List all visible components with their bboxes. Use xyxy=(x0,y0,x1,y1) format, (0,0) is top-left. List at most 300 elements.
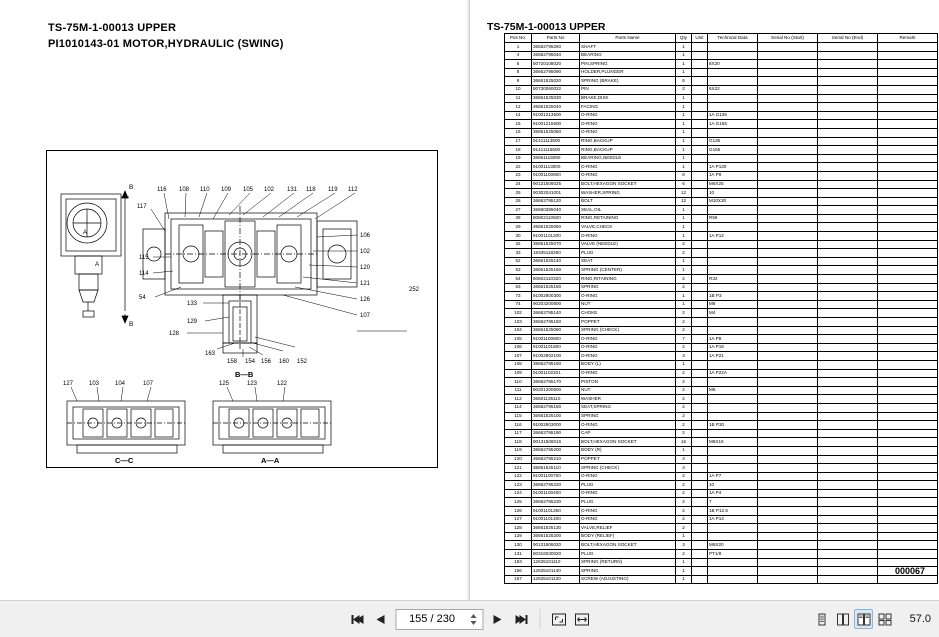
cell-unit xyxy=(692,343,708,352)
cell-technical-data xyxy=(708,532,758,541)
cell-remark xyxy=(878,128,938,137)
cell-unit xyxy=(692,128,708,137)
cell-qty: 2 xyxy=(676,489,692,498)
table-row xyxy=(505,558,938,567)
table-row xyxy=(505,232,938,241)
cell-pos-no: 114 xyxy=(505,403,532,412)
cell-serial-end xyxy=(818,369,878,378)
table-row xyxy=(505,326,938,335)
cell-remark xyxy=(878,464,938,473)
cell-qty: 2 xyxy=(676,412,692,421)
cell-technical-data: M6X25 xyxy=(708,180,758,189)
cell-serial-start xyxy=(758,481,818,490)
cell-parts-no: 80730060022 xyxy=(532,85,580,94)
cell-serial-end xyxy=(818,197,878,206)
cell-parts-name: RING,RETAINING xyxy=(580,214,676,223)
cell-serial-start xyxy=(758,541,818,550)
cell-serial-start xyxy=(758,51,818,60)
table-row xyxy=(505,360,938,369)
cell-parts-name: O-RING xyxy=(580,120,676,129)
cell-serial-start xyxy=(758,240,818,249)
table-row xyxy=(505,214,938,223)
cell-parts-name: NUT xyxy=(580,300,676,309)
stepper-down-icon[interactable] xyxy=(470,621,476,625)
table-row xyxy=(505,103,938,112)
cell-technical-data: R32 xyxy=(708,275,758,284)
cell-technical-data xyxy=(708,378,758,387)
table-row xyxy=(505,94,938,103)
cell-technical-data: 1A P21 xyxy=(708,352,758,361)
svg-text:54: 54 xyxy=(139,295,146,301)
cell-parts-no: 36661525150 xyxy=(532,266,580,275)
cell-unit xyxy=(692,171,708,180)
cell-pos-no: 16 xyxy=(505,128,532,137)
table-row xyxy=(505,446,938,455)
cell-pos-no: 4 xyxy=(505,51,532,60)
svg-text:107: 107 xyxy=(143,381,154,387)
svg-text:127: 127 xyxy=(63,381,74,387)
thumbnail-view-button[interactable] xyxy=(875,609,894,629)
svg-text:103: 103 xyxy=(89,381,100,387)
cell-serial-end xyxy=(818,550,878,559)
cell-technical-data: 1A P14 xyxy=(708,515,758,524)
cell-qty: 6 xyxy=(676,77,692,86)
cell-remark xyxy=(878,318,938,327)
cell-serial-end xyxy=(818,360,878,369)
cell-qty: 1 xyxy=(676,128,692,137)
cell-serial-end xyxy=(818,395,878,404)
first-page-button[interactable] xyxy=(349,610,366,629)
svg-text:115: 115 xyxy=(139,255,149,261)
cell-serial-end xyxy=(818,77,878,86)
stepper-up-icon[interactable] xyxy=(470,614,476,618)
cell-technical-data xyxy=(708,464,758,473)
cell-technical-data: 8X20 xyxy=(708,60,758,69)
cell-pos-no: 12 xyxy=(505,103,532,112)
cell-pos-no: 33 xyxy=(505,249,532,258)
table-row xyxy=(505,154,938,163)
table-row xyxy=(505,292,938,301)
cell-parts-no: 91001213500 xyxy=(532,111,580,120)
cell-pos-no: 128 xyxy=(505,524,532,533)
zoom-level-value: 57.0 xyxy=(909,613,931,625)
cell-parts-no: 90203200800 xyxy=(532,300,580,309)
cell-serial-end xyxy=(818,292,878,301)
cell-parts-no: 36661115090 xyxy=(532,154,580,163)
cell-technical-data: G155 xyxy=(708,146,758,155)
svg-text:125: 125 xyxy=(219,381,230,387)
cell-qty: 1 xyxy=(676,532,692,541)
cell-technical-data xyxy=(708,446,758,455)
cell-serial-start xyxy=(758,352,818,361)
cell-parts-name: PLUG xyxy=(580,481,676,490)
cell-remark xyxy=(878,292,938,301)
cell-technical-data: G135 xyxy=(708,137,758,146)
svg-text:119: 119 xyxy=(328,187,338,193)
cell-pos-no: 105 xyxy=(505,335,532,344)
cell-parts-name: O-RING xyxy=(580,335,676,344)
cell-parts-name: O-RING xyxy=(580,421,676,430)
cell-technical-data xyxy=(708,558,758,567)
cell-qty: 1 xyxy=(676,137,692,146)
table-row xyxy=(505,85,938,94)
facing-page-view-button[interactable] xyxy=(833,609,852,629)
table-row xyxy=(505,550,938,559)
cell-parts-name: SPRING (BRAKE) xyxy=(580,77,676,86)
table-row xyxy=(505,532,938,541)
cell-unit xyxy=(692,403,708,412)
cell-parts-no: 91411113500 xyxy=(532,137,580,146)
cell-parts-no: 80602110500 xyxy=(532,214,580,223)
svg-text:129: 129 xyxy=(187,319,198,325)
cell-qty: 2 xyxy=(676,395,692,404)
cell-remark xyxy=(878,68,938,77)
cell-remark xyxy=(878,51,938,60)
table-row xyxy=(505,352,938,361)
cell-serial-end xyxy=(818,300,878,309)
cell-remark xyxy=(878,378,938,387)
cell-unit xyxy=(692,206,708,215)
col-remark: Remark xyxy=(878,34,938,43)
cell-technical-data xyxy=(708,223,758,232)
cell-unit xyxy=(692,283,708,292)
cell-technical-data: M8 xyxy=(708,300,758,309)
cell-remark xyxy=(878,85,938,94)
cell-serial-end xyxy=(818,472,878,481)
cell-technical-data xyxy=(708,43,758,52)
cell-parts-no: 36601135110 xyxy=(532,395,580,404)
cell-serial-start xyxy=(758,335,818,344)
cell-pos-no: 26 xyxy=(505,197,532,206)
cell-pos-no: 19 xyxy=(505,154,532,163)
cell-parts-name: RING,BACKUP xyxy=(580,146,676,155)
cell-serial-end xyxy=(818,326,878,335)
cell-serial-start xyxy=(758,532,818,541)
cell-qty: 2 xyxy=(676,283,692,292)
cell-remark xyxy=(878,343,938,352)
cell-parts-no: 90201200600 xyxy=(532,386,580,395)
cell-parts-name: CAP xyxy=(580,429,676,438)
cell-remark xyxy=(878,103,938,112)
cell-serial-end xyxy=(818,446,878,455)
cell-pos-no: 54 xyxy=(505,275,532,284)
cell-serial-start xyxy=(758,446,818,455)
cell-parts-name: O-RING xyxy=(580,111,676,120)
cell-technical-data: 1A P7 xyxy=(708,472,758,481)
cell-technical-data: 1A P18 xyxy=(708,343,758,352)
last-page-button[interactable] xyxy=(512,610,529,629)
svg-text:107: 107 xyxy=(360,313,371,319)
cell-serial-end xyxy=(818,223,878,232)
cell-serial-start xyxy=(758,111,818,120)
cell-serial-end xyxy=(818,343,878,352)
book-view-button[interactable] xyxy=(854,609,873,629)
cell-technical-data: PT1/8 xyxy=(708,550,758,559)
cell-parts-name: PIN,SPRING xyxy=(580,60,676,69)
cell-technical-data xyxy=(708,77,758,86)
cell-unit xyxy=(692,455,708,464)
cell-pos-no: 27 xyxy=(505,206,532,215)
cell-unit xyxy=(692,51,708,60)
cell-qty: 2 xyxy=(676,472,692,481)
cell-serial-end xyxy=(818,266,878,275)
cell-serial-start xyxy=(758,507,818,516)
cell-technical-data xyxy=(708,240,758,249)
cell-serial-end xyxy=(818,489,878,498)
cell-unit xyxy=(692,154,708,163)
cell-remark xyxy=(878,326,938,335)
cell-unit xyxy=(692,498,708,507)
table-row xyxy=(505,223,938,232)
cell-serial-end xyxy=(818,532,878,541)
cell-remark xyxy=(878,429,938,438)
fit-width-icon[interactable] xyxy=(573,610,590,629)
cell-parts-no: 80720108020 xyxy=(532,60,580,69)
cell-technical-data: M10X30 xyxy=(708,197,758,206)
svg-text:121: 121 xyxy=(360,281,371,287)
table-row xyxy=(505,403,938,412)
cell-remark xyxy=(878,532,938,541)
cell-qty: 2 xyxy=(676,240,692,249)
cell-technical-data: 1B P30 xyxy=(708,421,758,430)
cell-remark xyxy=(878,446,938,455)
cell-remark xyxy=(878,171,938,180)
cell-parts-name: SHAFT xyxy=(580,43,676,52)
cell-serial-start xyxy=(758,575,818,584)
page-right xyxy=(470,0,939,600)
cell-pos-no: 22 xyxy=(505,163,532,172)
cell-parts-name: WASHER xyxy=(580,395,676,404)
cell-serial-start xyxy=(758,137,818,146)
cell-qty: 2 xyxy=(676,275,692,284)
cell-remark xyxy=(878,214,938,223)
cell-remark xyxy=(878,360,938,369)
cell-remark xyxy=(878,395,938,404)
cell-parts-no: 91001215500 xyxy=(532,120,580,129)
cell-parts-name: SPRING xyxy=(580,412,676,421)
cell-parts-no: 90131506016 xyxy=(532,438,580,447)
cell-technical-data: R56 xyxy=(708,214,758,223)
cell-parts-name: CHOKE xyxy=(580,309,676,318)
cell-qty: 1 xyxy=(676,223,692,232)
cell-serial-start xyxy=(758,472,818,481)
cell-serial-end xyxy=(818,481,878,490)
cell-technical-data xyxy=(708,266,758,275)
technical-drawing xyxy=(47,151,437,467)
cell-remark xyxy=(878,369,938,378)
cell-unit xyxy=(692,412,708,421)
cell-parts-no: 36662795190 xyxy=(532,429,580,438)
table-row xyxy=(505,77,938,86)
cell-qty: 1 xyxy=(676,163,692,172)
technical-drawing-frame xyxy=(46,150,438,468)
svg-text:163: 163 xyxy=(205,351,216,357)
cell-serial-start xyxy=(758,283,818,292)
cell-unit xyxy=(692,180,708,189)
cell-pos-no: 52 xyxy=(505,257,532,266)
cell-remark xyxy=(878,232,938,241)
cell-parts-name: O-RING xyxy=(580,515,676,524)
svg-text:109: 109 xyxy=(221,187,232,193)
col-pos-no: Pos No. xyxy=(505,34,532,43)
cell-qty: 6 xyxy=(676,180,692,189)
cell-pos-no: 125 xyxy=(505,498,532,507)
cell-serial-start xyxy=(758,558,818,567)
cell-remark xyxy=(878,403,938,412)
cell-pos-no: 130 xyxy=(505,541,532,550)
page-number-box[interactable] xyxy=(395,609,483,630)
cell-parts-name: O-RING xyxy=(580,369,676,378)
cell-remark xyxy=(878,223,938,232)
cell-remark xyxy=(878,283,938,292)
cell-unit xyxy=(692,524,708,533)
cell-serial-end xyxy=(818,283,878,292)
cell-pos-no: 119 xyxy=(505,446,532,455)
cell-qty: 2 xyxy=(676,85,692,94)
table-row xyxy=(505,283,938,292)
cell-serial-end xyxy=(818,378,878,387)
table-row xyxy=(505,51,938,60)
cell-qty: 2 xyxy=(676,326,692,335)
next-page-button[interactable] xyxy=(489,610,506,629)
cell-serial-end xyxy=(818,257,878,266)
cell-unit xyxy=(692,43,708,52)
cell-technical-data xyxy=(708,395,758,404)
cell-qty: 6 xyxy=(676,171,692,180)
table-row xyxy=(505,171,938,180)
cell-remark xyxy=(878,524,938,533)
cell-parts-no: 91001101400 xyxy=(532,515,580,524)
table-row xyxy=(505,498,938,507)
cell-pos-no: 74 xyxy=(505,300,532,309)
cell-serial-end xyxy=(818,163,878,172)
previous-page-button[interactable] xyxy=(372,610,389,629)
cell-parts-name: SPRING (RETURN) xyxy=(580,558,676,567)
cell-serial-start xyxy=(758,163,818,172)
svg-text:160: 160 xyxy=(279,359,290,365)
cell-technical-data xyxy=(708,567,758,576)
cell-pos-no: 29 xyxy=(505,223,532,232)
fit-page-icon[interactable] xyxy=(550,610,567,629)
cell-unit xyxy=(692,232,708,241)
cell-parts-name: BEARING xyxy=(580,51,676,60)
cell-parts-name: O-RING xyxy=(580,163,676,172)
table-row xyxy=(505,386,938,395)
cell-qty: 2 xyxy=(676,481,692,490)
svg-text:114: 114 xyxy=(139,271,149,277)
page-stepper[interactable] xyxy=(470,610,481,629)
cell-technical-data xyxy=(708,68,758,77)
cell-parts-name: BRAKE,DISK xyxy=(580,94,676,103)
single-page-view-button[interactable] xyxy=(812,609,831,629)
cell-serial-start xyxy=(758,60,818,69)
table-row xyxy=(505,575,938,584)
cell-serial-start xyxy=(758,120,818,129)
cell-qty: 1 xyxy=(676,257,692,266)
cell-serial-start xyxy=(758,68,818,77)
cell-qty: 1 xyxy=(676,567,692,576)
cell-remark xyxy=(878,60,938,69)
cell-serial-end xyxy=(818,403,878,412)
cell-unit xyxy=(692,137,708,146)
cell-parts-no: 36661525060 xyxy=(532,223,580,232)
cell-serial-start xyxy=(758,77,818,86)
svg-text:252: 252 xyxy=(409,287,420,293)
cell-remark xyxy=(878,498,938,507)
cell-qty: 2 xyxy=(676,524,692,533)
cell-technical-data: 1A P4 xyxy=(708,489,758,498)
table-row xyxy=(505,438,938,447)
cell-parts-name: O-RING xyxy=(580,343,676,352)
table-row xyxy=(505,515,938,524)
cell-serial-end xyxy=(818,335,878,344)
cell-serial-end xyxy=(818,421,878,430)
table-row xyxy=(505,240,938,249)
cell-parts-no: 36661525180 xyxy=(532,283,580,292)
table-row xyxy=(505,309,938,318)
table-row xyxy=(505,335,938,344)
cell-parts-name: FACING xyxy=(580,103,676,112)
cell-parts-no: 36662795170 xyxy=(532,378,580,387)
cell-serial-end xyxy=(818,249,878,258)
cell-qty: 16 xyxy=(676,438,692,447)
cell-remark xyxy=(878,43,938,52)
cell-parts-name: SPRING xyxy=(580,283,676,292)
cell-unit xyxy=(692,111,708,120)
cell-parts-no: 36661525140 xyxy=(532,257,580,266)
cell-technical-data: M4 xyxy=(708,309,758,318)
cell-parts-no: 91002800300 xyxy=(532,292,580,301)
table-row xyxy=(505,189,938,198)
cell-unit xyxy=(692,507,708,516)
cell-technical-data xyxy=(708,249,758,258)
svg-text:126: 126 xyxy=(360,297,371,303)
cell-unit xyxy=(692,429,708,438)
table-row xyxy=(505,472,938,481)
cell-qty: 1 xyxy=(676,94,692,103)
cell-serial-end xyxy=(818,438,878,447)
viewer-toolbar xyxy=(0,600,939,637)
svg-text:118: 118 xyxy=(306,187,316,193)
cell-unit xyxy=(692,77,708,86)
cell-pos-no: 15 xyxy=(505,120,532,129)
cell-serial-end xyxy=(818,68,878,77)
cell-qty: 1 xyxy=(676,206,692,215)
cell-parts-name: O-RING xyxy=(580,171,676,180)
cell-parts-no: 36662795180 xyxy=(532,403,580,412)
cell-technical-data xyxy=(708,318,758,327)
cell-serial-end xyxy=(818,515,878,524)
cell-parts-name: RING,BACKUP xyxy=(580,137,676,146)
cell-unit xyxy=(692,189,708,198)
cell-parts-no: 91411115500 xyxy=(532,146,580,155)
cell-qty: 1 xyxy=(676,51,692,60)
cell-serial-end xyxy=(818,386,878,395)
cell-parts-no: 36661525110 xyxy=(532,464,580,473)
cell-serial-start xyxy=(758,515,818,524)
cell-parts-no: 36662795220 xyxy=(532,481,580,490)
toolbar-separator xyxy=(539,609,540,629)
cell-unit xyxy=(692,575,708,584)
page-left xyxy=(0,0,470,600)
cell-unit xyxy=(692,464,708,473)
parts-table-body xyxy=(505,43,938,584)
cell-parts-name: BODY (L) xyxy=(580,360,676,369)
col-serial-start: Serial No (Start) xyxy=(758,34,818,43)
svg-text:123: 123 xyxy=(247,381,258,387)
cell-parts-name: O-RING xyxy=(580,489,676,498)
cell-remark xyxy=(878,180,938,189)
